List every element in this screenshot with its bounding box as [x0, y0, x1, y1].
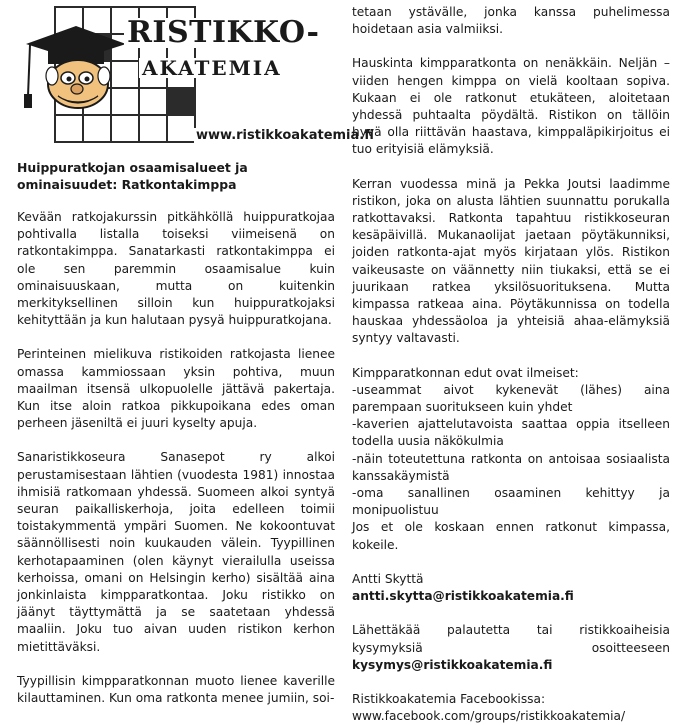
logo-url[interactable]: www.ristikkoakatemia.fi	[196, 128, 374, 143]
logo-title: RISTIKKO-	[124, 18, 323, 48]
author-block	[352, 571, 670, 605]
facebook-url-link[interactable]: www.facebook.com/groups/ristikkoakatemia/	[352, 709, 626, 724]
ristikkoakatemia-logo	[18, 6, 374, 148]
professor-mascot-icon	[18, 18, 138, 118]
benefit-item: -kaverien ajattelutavoista saattaa oppia itselleen todella uusia näkökulmia	[352, 417, 670, 449]
benefit-item: -useammat aivot kykenevät (lähes) aina parempaan suoritukseen kuin yhdet	[352, 382, 670, 415]
benefit-item: -näin toteutettuna ratkonta on antoisaa sosiaalista kanssakäymistä	[352, 451, 670, 483]
facebook-block	[352, 691, 670, 725]
benefit-item: -oma sanallinen osaaminen kehittyy ja monipuolistuu	[352, 486, 670, 518]
left-column	[17, 160, 335, 724]
benefits-list	[352, 365, 670, 554]
author-email-link[interactable]: antti.skytta@ristikkoakatemia.fi	[352, 589, 574, 604]
benefits-intro: Kimpparatkonnan edut ovat ilmeiset:	[352, 365, 579, 380]
article-heading: Huippuratkojan osaamisalueet ja ominaisuudet: Ratkontakimppa	[17, 160, 248, 192]
feedback-text: Lähettäkää palautetta tai ristikkoaiheisia kysymyksiä osoitteeseen	[352, 623, 670, 655]
logo-subtitle: AKATEMIA	[139, 58, 285, 78]
paragraph: Tyypillisin kimpparatkonnan muoto lienee kaverille kilauttaminen. Kun oma ratkonta menee jumiin, soi-	[17, 673, 335, 706]
paragraph: Kevään ratkojakurssin pitkähköllä huippuratkojaa pohtivalla listalla toiseksi viimeisenä on ratkontakimppa. Sanatarkasti ratkontakimppa ei ole sen paremmin osaamisalue kuin ominaisuuskaan, mutta on kuitenkin merkityksellinen silloin kun huippuratkojaksi kehityttään ja kun halutaan pysyä huippuratkojana.	[17, 210, 335, 328]
paragraph: Kerran vuodessa minä ja Pekka Joutsi laadimme ristikon, joka on alusta lähtien suunnattu porukalla ratkottavaksi. Ratkonta tapahtuu ristikkoseuran kesäpäivillä. Mukanaolijat jaetaan pöytäkunniksi, joiden ratkonta-ajat myös kirjataan ylös. Ristikon vaikeusaste on väännetty niin tiukaksi, että se ei juurikaan ratkea yksilösuorituksena. Mutta kimpassa ratkeaa aina. Pöytäkunnissa on todella hauskaa yhdessäoloa ja yhteisiä ahaa-elämyksiä syntyy valtavasti.	[352, 176, 670, 346]
closing-line: Jos et ole koskaan ennen ratkonut kimpassa, kokeile.	[352, 520, 670, 552]
paragraph: Sanaristikkoseura Sanasepot ry alkoi perustamisestaan lähtien (vuodesta 1981) innostaa ihmisiä ratkomaan yhdessä. Suomeen alkoi syntyä seuran paikalliskerhoja, joita edelleen toimii toistakymmentä ympäri Suomen. Ne kokoontuvat säännöllisesti noin kuukauden välein. Tyypillinen kerhotapaaminen (olen käynyt vierailulla useissa kerhoissa, omani on Helsingin kerho) sisältää aina jonkinlaista kimpparatkontaa. Joku ristikko on jäänyt täyttymättä ja se saatetaan yhdessä maaliin. Joku tuo aivan uuden ristikon kerhon mietittäväksi.	[17, 450, 335, 654]
paragraph: Hauskinta kimpparatkonta on nenäkkäin. Neljän – viiden hengen kimppa on vielä kooltaan sopiva. Kukaan ei ole ratkonut etukäteen, aloitetaan yhdessä puhtaalta pöydältä. Ristikon on tällöin hyvä olla riittävän haastava, kimppaläpikirjoitus ei tuo erityisiä elämyksiä.	[352, 56, 670, 157]
feedback-email-link[interactable]: kysymys@ristikkoakatemia.fi	[352, 657, 553, 672]
paragraph: Perinteinen mielikuva ristikoiden ratkojasta lienee omassa kammiossaan yksin pohtiva, muun maailman itsensä ulkopuolelle jättävä pakertaja. Kun itse aloin ratkoa pikkupoikana edes oman perheen jäseniltä ei juuri kyselty apuja.	[17, 347, 335, 431]
author-name: Antti Skyttä	[352, 571, 424, 586]
right-column	[352, 4, 670, 725]
facebook-label: Ristikkoakatemia Facebookissa:	[352, 691, 546, 706]
feedback-block	[352, 622, 670, 674]
paragraph: tetaan ystävälle, jonka kanssa puhelimessa hoidetaan asia valmiiksi.	[352, 5, 670, 37]
